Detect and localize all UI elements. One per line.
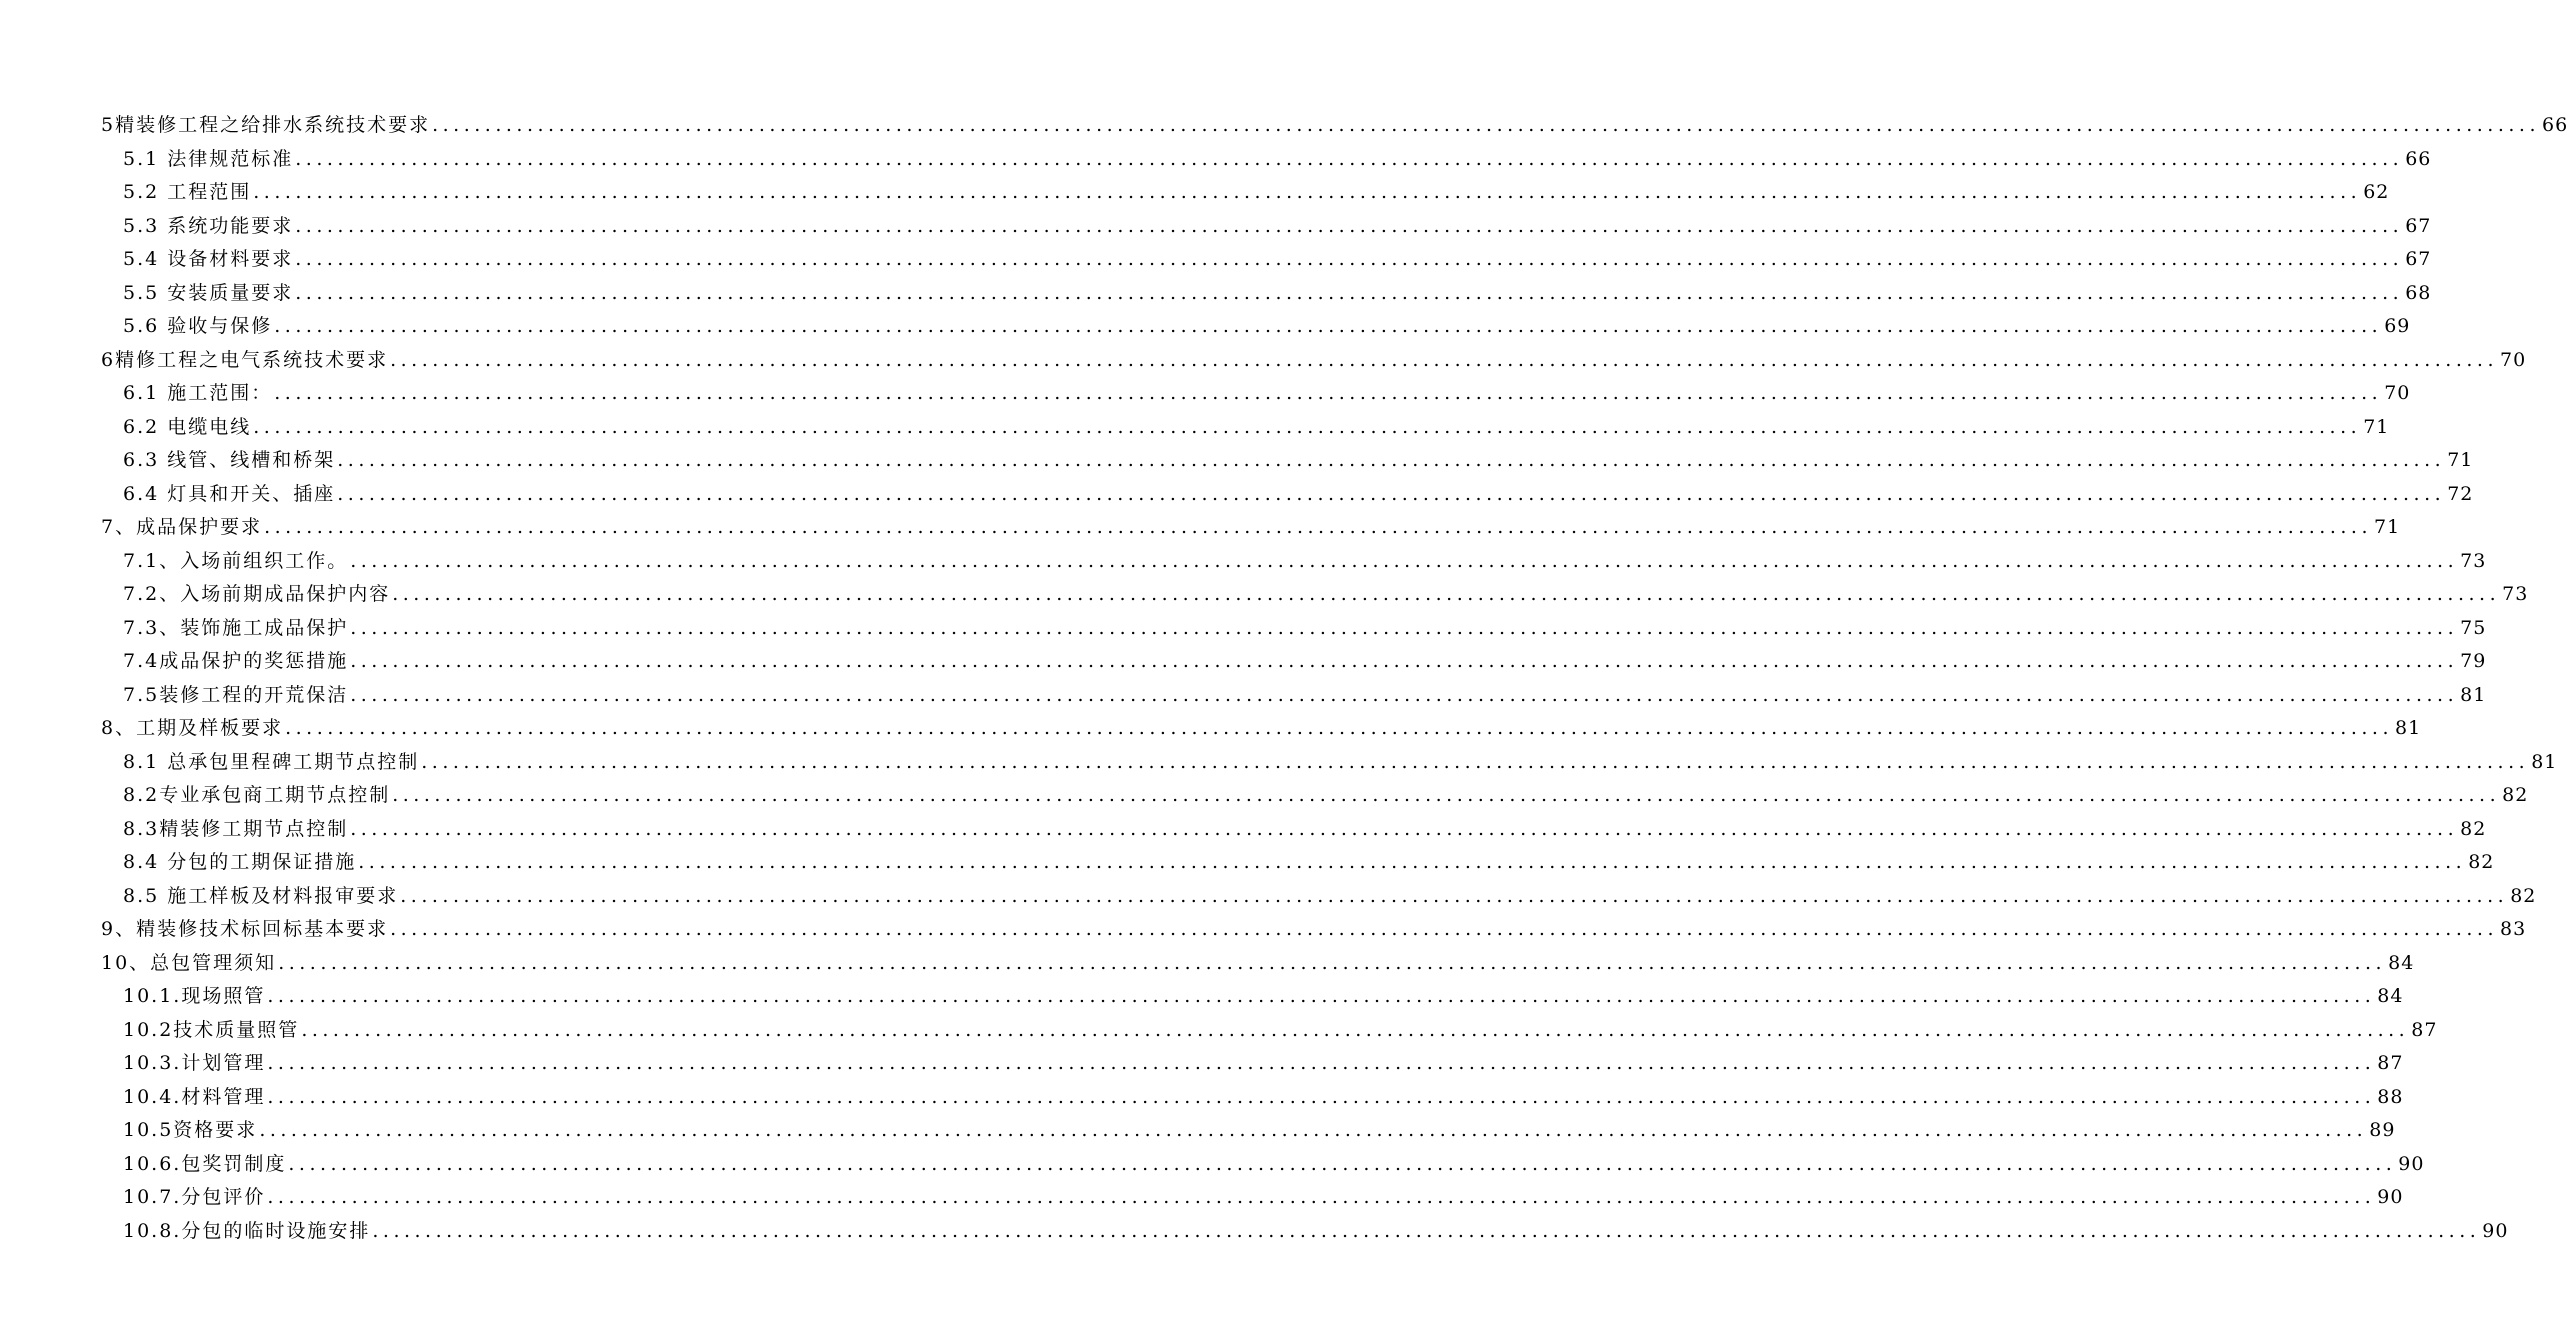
toc-entry-title: 5.1 法律规范标准 — [123, 147, 294, 170]
toc-entry-page-number: 67 — [2405, 214, 2432, 237]
toc-dot-leader: ........................................................................................................................................................................................................ — [337, 449, 2446, 471]
toc-entry-title: 10.4.材料管理 — [123, 1085, 266, 1108]
toc-dot-leader: ........................................................................................................................................................................................................ — [274, 382, 2383, 404]
toc-dot-leader: ........................................................................................................................................................................................................ — [400, 884, 2509, 907]
toc-entry[interactable] — [0, 1148, 2425, 1182]
toc-entry[interactable] — [0, 1215, 2509, 1249]
toc-entry-title: 8.2专业承包商工期节点控制 — [123, 784, 391, 806]
toc-entry-page-number: 71 — [2374, 516, 2401, 538]
toc-entry[interactable] — [0, 779, 2529, 813]
toc-entry[interactable] — [0, 880, 2537, 914]
toc-entry-title: 10.6.包奖罚制度 — [123, 1152, 287, 1175]
toc-entry[interactable] — [0, 109, 2568, 143]
toc-entry-title: 8.3精装修工期节点控制 — [123, 817, 349, 840]
toc-entry-title: 7.1、入场前组织工作。 — [123, 549, 349, 572]
toc-entry-title: 7.5装修工程的开荒保洁 — [123, 683, 349, 706]
toc-dot-leader: ........................................................................................................................................................................................................ — [285, 717, 2394, 739]
toc-entry-title: 6.1 施工范围： — [123, 382, 273, 404]
toc-dot-leader: ........................................................................................................................................................................................................ — [350, 817, 2459, 840]
table-of-contents — [0, 109, 2568, 1248]
toc-dot-leader: ........................................................................................................................................................................................................ — [337, 482, 2446, 505]
toc-dot-leader: ........................................................................................................................................................................................................ — [267, 1052, 2376, 1074]
toc-entry[interactable] — [0, 344, 2527, 378]
toc-entry-page-number: 71 — [2447, 449, 2474, 471]
toc-entry-title: 5.3 系统功能要求 — [123, 214, 294, 237]
toc-entry-page-number: 84 — [2377, 985, 2404, 1007]
toc-entry-title: 7.2、入场前期成品保护内容 — [123, 583, 391, 605]
toc-dot-leader: ........................................................................................................................................................................................................ — [295, 214, 2404, 237]
toc-dot-leader: ........................................................................................................................................................................................................ — [392, 583, 2501, 605]
toc-entry-page-number: 75 — [2460, 616, 2487, 639]
toc-entry[interactable] — [0, 243, 2432, 277]
toc-entry-title: 6.4 灯具和开关、插座 — [123, 482, 336, 505]
toc-entry-page-number: 66 — [2542, 114, 2568, 136]
toc-dot-leader: ........................................................................................................................................................................................................ — [350, 650, 2459, 672]
toc-entry-title: 8.1 总承包里程碑工期节点控制 — [123, 750, 420, 773]
toc-dot-leader: ........................................................................................................................................................................................................ — [267, 1186, 2376, 1208]
toc-entry-page-number: 90 — [2482, 1219, 2509, 1242]
toc-entry[interactable] — [0, 645, 2487, 679]
toc-entry[interactable] — [0, 1081, 2404, 1115]
toc-entry-page-number: 62 — [2363, 181, 2390, 203]
toc-dot-leader: ........................................................................................................................................................................................................ — [288, 1152, 2397, 1175]
toc-entry-title: 10.5资格要求 — [123, 1119, 258, 1141]
toc-entry[interactable] — [0, 813, 2487, 847]
toc-entry-page-number: 82 — [2502, 784, 2529, 806]
toc-entry-page-number: 87 — [2411, 1018, 2438, 1041]
toc-entry-page-number: 90 — [2398, 1152, 2425, 1175]
toc-dot-leader: ........................................................................................................................................................................................................ — [264, 516, 2373, 538]
toc-entry-title: 8.4 分包的工期保证措施 — [123, 851, 357, 873]
toc-entry[interactable] — [0, 846, 2495, 880]
toc-entry-title: 10.7.分包评价 — [123, 1186, 266, 1208]
toc-entry-page-number: 87 — [2377, 1052, 2404, 1074]
toc-entry-page-number: 82 — [2510, 884, 2537, 907]
toc-entry[interactable] — [0, 277, 2432, 311]
toc-entry[interactable] — [0, 377, 2411, 411]
toc-entry[interactable] — [0, 511, 2401, 545]
toc-entry-title: 10.2技术质量照管 — [123, 1018, 300, 1041]
toc-entry[interactable] — [0, 612, 2487, 646]
toc-entry-title: 6.2 电缆电线 — [123, 415, 252, 438]
toc-entry[interactable] — [0, 1181, 2404, 1215]
toc-entry-page-number: 81 — [2460, 683, 2487, 706]
toc-entry[interactable] — [0, 143, 2432, 177]
toc-entry-title: 10.3.计划管理 — [123, 1052, 266, 1074]
toc-entry[interactable] — [0, 176, 2390, 210]
toc-entry-page-number: 82 — [2468, 851, 2495, 873]
toc-entry-page-number: 70 — [2384, 382, 2411, 404]
toc-entry[interactable] — [0, 1014, 2438, 1048]
toc-entry-title: 8.5 施工样板及材料报审要求 — [123, 884, 399, 907]
toc-dot-leader: ........................................................................................................................................................................................................ — [278, 951, 2387, 974]
toc-entry-title: 6精修工程之电气系统技术要求 — [101, 348, 389, 371]
toc-entry-title: 7、成品保护要求 — [101, 516, 263, 538]
toc-entry[interactable] — [0, 947, 2415, 981]
toc-dot-leader: ........................................................................................................................................................................................................ — [390, 348, 2499, 371]
toc-entry[interactable] — [0, 310, 2411, 344]
toc-dot-leader: ........................................................................................................................................................................................................ — [295, 147, 2404, 170]
toc-entry-page-number: 73 — [2502, 583, 2529, 605]
toc-entry-page-number: 72 — [2447, 482, 2474, 505]
toc-dot-leader: ........................................................................................................................................................................................................ — [253, 415, 2362, 438]
toc-dot-leader: ........................................................................................................................................................................................................ — [295, 248, 2404, 270]
toc-entry-title: 10.8.分包的临时设施安排 — [123, 1219, 371, 1242]
toc-entry-page-number: 89 — [2369, 1119, 2396, 1141]
toc-entry[interactable] — [0, 478, 2474, 512]
toc-entry[interactable] — [0, 980, 2404, 1014]
toc-entry-page-number: 81 — [2395, 717, 2422, 739]
toc-entry-page-number: 90 — [2377, 1186, 2404, 1208]
toc-dot-leader: ........................................................................................................................................................................................................ — [301, 1018, 2410, 1041]
toc-dot-leader: ........................................................................................................................................................................................................ — [267, 985, 2376, 1007]
toc-entry-page-number: 81 — [2531, 750, 2558, 773]
toc-entry-page-number: 83 — [2500, 918, 2527, 940]
toc-dot-leader: ........................................................................................................................................................................................................ — [432, 114, 2541, 136]
toc-entry[interactable] — [0, 210, 2432, 244]
toc-entry-title: 5.4 设备材料要求 — [123, 248, 294, 270]
toc-entry-page-number: 82 — [2460, 817, 2487, 840]
toc-entry-title: 10.1.现场照管 — [123, 985, 266, 1007]
toc-entry-page-number: 88 — [2377, 1085, 2404, 1108]
toc-entry-page-number: 68 — [2405, 281, 2432, 304]
toc-dot-leader: ........................................................................................................................................................................................................ — [253, 181, 2362, 203]
toc-dot-leader: ........................................................................................................................................................................................................ — [392, 784, 2501, 806]
toc-entry[interactable] — [0, 746, 2558, 780]
toc-dot-leader: ........................................................................................................................................................................................................ — [259, 1119, 2368, 1141]
toc-entry[interactable] — [0, 444, 2474, 478]
toc-entry-title: 7.3、装饰施工成品保护 — [123, 616, 349, 639]
toc-entry-page-number: 79 — [2460, 650, 2487, 672]
toc-dot-leader: ........................................................................................................................................................................................................ — [267, 1085, 2376, 1108]
toc-dot-leader: ........................................................................................................................................................................................................ — [390, 918, 2499, 940]
toc-entry[interactable] — [0, 679, 2487, 713]
toc-dot-leader: ........................................................................................................................................................................................................ — [350, 616, 2459, 639]
toc-entry-title: 9、精装修技术标回标基本要求 — [101, 918, 389, 940]
toc-entry-title: 7.4成品保护的奖惩措施 — [123, 650, 349, 672]
toc-entry-page-number: 84 — [2388, 951, 2415, 974]
toc-entry-page-number: 73 — [2460, 549, 2487, 572]
toc-entry-page-number: 67 — [2405, 248, 2432, 270]
toc-entry-page-number: 70 — [2500, 348, 2527, 371]
toc-entry-page-number: 69 — [2384, 315, 2411, 337]
toc-entry-title: 5.2 工程范围 — [123, 181, 252, 203]
toc-entry[interactable] — [0, 1047, 2404, 1081]
toc-entry-page-number: 66 — [2405, 147, 2432, 170]
toc-entry[interactable] — [0, 1114, 2396, 1148]
toc-entry[interactable] — [0, 712, 2422, 746]
toc-entry-page-number: 71 — [2363, 415, 2390, 438]
toc-dot-leader: ........................................................................................................................................................................................................ — [372, 1219, 2481, 1242]
toc-dot-leader: ........................................................................................................................................................................................................ — [295, 281, 2404, 304]
toc-entry-title: 6.3 线管、线槽和桥架 — [123, 449, 336, 471]
toc-entry-title: 5精装修工程之给排水系统技术要求 — [101, 114, 431, 136]
toc-entry-title: 5.5 安装质量要求 — [123, 281, 294, 304]
toc-entry[interactable] — [0, 411, 2390, 445]
toc-dot-leader: ........................................................................................................................................................................................................ — [350, 549, 2459, 572]
toc-dot-leader: ........................................................................................................................................................................................................ — [350, 683, 2459, 706]
toc-dot-leader: ........................................................................................................................................................................................................ — [421, 750, 2530, 773]
toc-entry[interactable] — [0, 578, 2529, 612]
toc-entry-title: 8、工期及样板要求 — [101, 717, 284, 739]
toc-dot-leader: ........................................................................................................................................................................................................ — [274, 315, 2383, 337]
toc-entry[interactable] — [0, 913, 2527, 947]
toc-entry-title: 5.6 验收与保修 — [123, 315, 273, 337]
toc-dot-leader: ........................................................................................................................................................................................................ — [358, 851, 2467, 873]
toc-entry-title: 10、总包管理须知 — [101, 951, 277, 974]
toc-entry[interactable] — [0, 545, 2487, 579]
